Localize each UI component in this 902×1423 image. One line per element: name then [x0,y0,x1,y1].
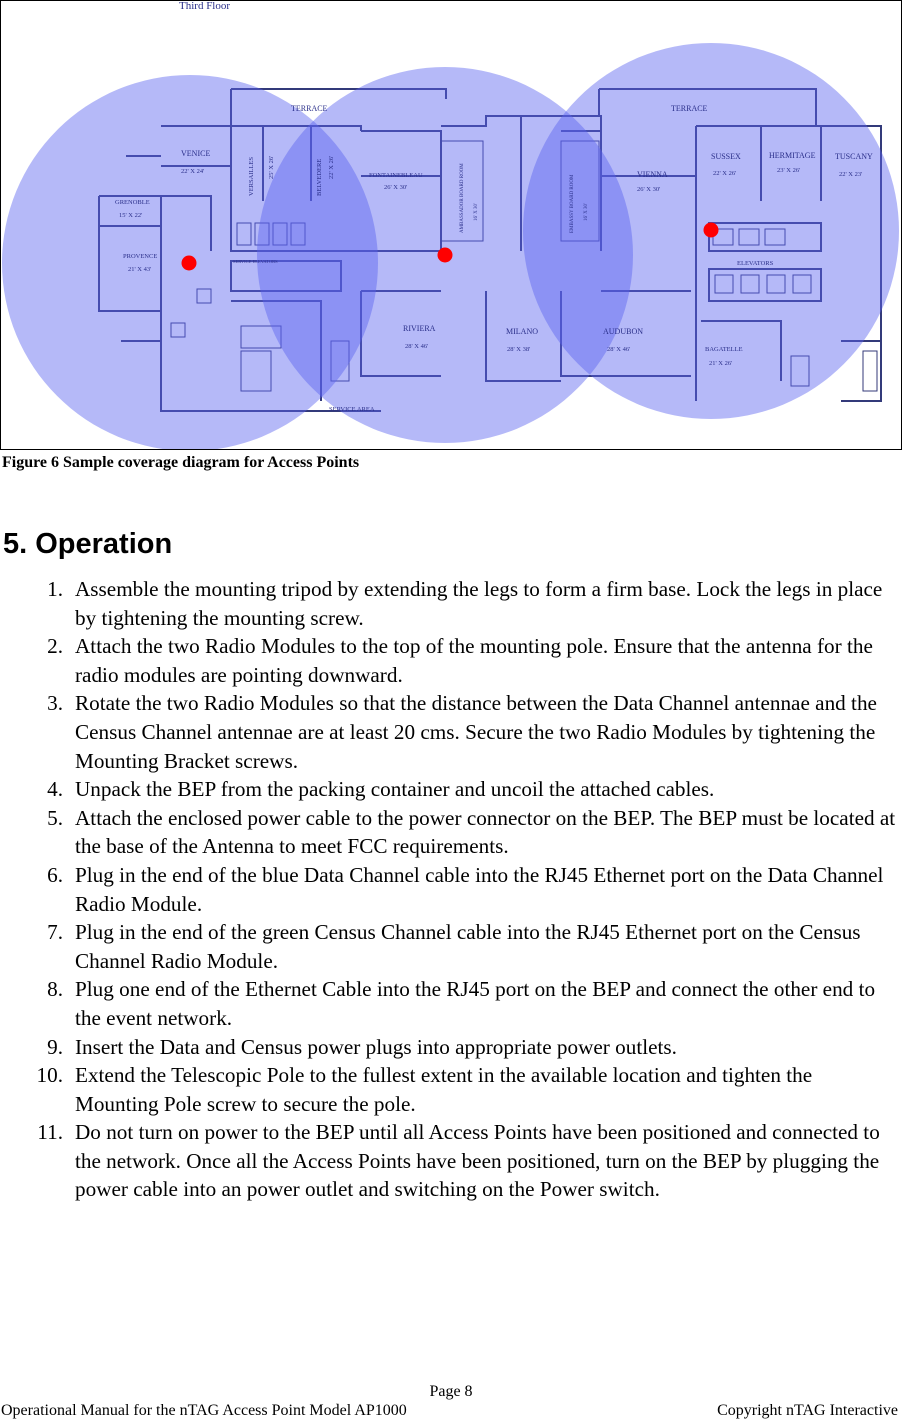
room-dim: 22' X 26' [328,155,335,179]
room-label: FONTAINEBLEAU [369,172,423,179]
step-text: Plug in the end of the green Census Channel cable into the RJ45 Ethernet port on the Census Channel Radio Module. [75,920,861,973]
room-label: VERSAILLES [248,157,255,196]
room-dim: 15' X 22' [119,212,143,219]
floor-label: Third Floor [179,1,231,12]
room-label: ELEVATORS [737,260,774,267]
list-item [3,918,898,975]
room-dim: 16' X 30' [474,203,479,221]
room-label: VENICE [181,149,211,158]
figure-caption: Figure 6 Sample coverage diagram for Access Points [2,454,360,471]
list-item [3,1033,898,1062]
page-number: Page 8 [429,1383,473,1400]
step-number: 9. [47,1034,63,1059]
footer-manual-title: Operational Manual for the nTAG Access Point Model AP1000 [1,1402,407,1419]
access-point-marker [438,248,453,263]
room-dim: 22' X 26' [713,170,737,177]
room-label: AMBASSADOR BOARD ROOM [460,163,465,233]
list-item [3,575,898,632]
room-label: MILANO [506,327,538,336]
room-dim: 21' X 26' [709,360,733,367]
step-text: Plug in the end of the blue Data Channel cable into the RJ45 Ethernet port on the Data Channel Radio Module. [75,862,884,916]
section-heading: 5. Operation [3,528,173,560]
room-dim: 21' X 43' [128,266,152,273]
room-label: BELVEDERE [316,158,323,196]
room-label: RIVIERA [403,324,436,333]
operation-steps-list [3,575,898,1204]
step-number: 3. [47,691,63,716]
step-number: 7. [47,920,63,945]
room-label: SERVICE ELEVATORS [233,259,278,264]
step-text: Assemble the mounting tripod by extending the legs to form a firm base. Lock the legs in place by tightening the mounting screw. [75,577,883,630]
room-label: AUDUBON [603,327,643,336]
list-item [3,975,898,1032]
room-dim: 25' X 26' [268,155,275,179]
room-dim: 16' X 30' [584,203,589,221]
step-number: 5. [47,805,63,830]
step-text: Plug one end of the Ethernet Cable into the RJ45 port on the BEP and connect the other end to the event network. [75,977,876,1030]
step-text: Do not turn on power to the BEP until all Access Points have been positioned and connected to the network. Once all the Access Points have been positioned, turn on the BEP by plugging the power cable into an power outlet and switching on the Power switch. [75,1120,880,1202]
step-text: Rotate the two Radio Modules so that the distance between the Data Channel antennae and the Census Channel antennae are at least 20 cms. Secure the two Radio Modules by tightening the Mounting Bracket screws. [75,691,877,773]
coverage-areas [2,43,899,449]
step-number: 4. [47,777,63,802]
room-dim: 22' X 24' [181,168,205,175]
list-item [3,1118,898,1204]
step-text: Attach the enclosed power cable to the power connector on the BEP. The BEP must be located at the base of the Antenna to meet FCC requirements. [75,805,896,859]
step-number: 1. [47,577,63,601]
room-label: GRENOBLE [115,199,150,206]
room-label: VIENNA [637,170,668,179]
access-point-marker [704,223,719,238]
step-text: Insert the Data and Census power plugs into appropriate power outlets. [75,1034,677,1059]
room-dim: 26' X 30' [637,186,661,193]
room-label: TUSCANY [835,152,873,161]
list-item [3,689,898,775]
floor-plan-diagram [1,1,901,449]
step-number: 6. [47,862,63,887]
step-text: Extend the Telescopic Pole to the fullest extent in the available location and tighten the Mounting Pole screw to secure the pole. [75,1063,813,1116]
room-label: EMBASSY BOARD ROOM [570,174,575,233]
step-text: Unpack the BEP from the packing container and uncoil the attached cables. [75,777,715,802]
room-dim: 26' X 30' [384,184,408,191]
room-label: HERMITAGE [769,151,816,160]
room-dim: 28' X 46' [405,343,429,350]
room-dim: 23' X 26' [777,167,801,174]
room-dim: 22' X 23' [839,171,863,178]
step-number: 10. [36,1063,63,1088]
access-point-marker [182,256,197,271]
list-item [3,632,898,689]
room-label: PROVENCE [123,253,158,260]
step-number: 8. [47,977,63,1002]
list-item [3,1061,898,1118]
room-label: SERVICE AREA [329,406,375,413]
step-number: 11. [37,1120,63,1145]
room-label: TERRACE [671,104,708,113]
room-dim: 28' X 38' [507,346,531,353]
footer-copyright: Copyright nTAG Interactive [717,1402,898,1419]
room-label: SUSSEX [711,152,741,161]
room-label: BAGATELLE [705,346,743,353]
list-item [3,861,898,918]
step-number: 2. [47,634,63,659]
list-item [3,804,898,861]
room-dim: 28' X 46' [607,346,631,353]
room-label: TERRACE [291,104,328,113]
list-item [3,775,898,804]
coverage-figure [0,0,902,450]
step-text: Attach the two Radio Modules to the top of the mounting pole. Ensure that the antenna for the radio modules are pointing downward. [75,634,873,687]
